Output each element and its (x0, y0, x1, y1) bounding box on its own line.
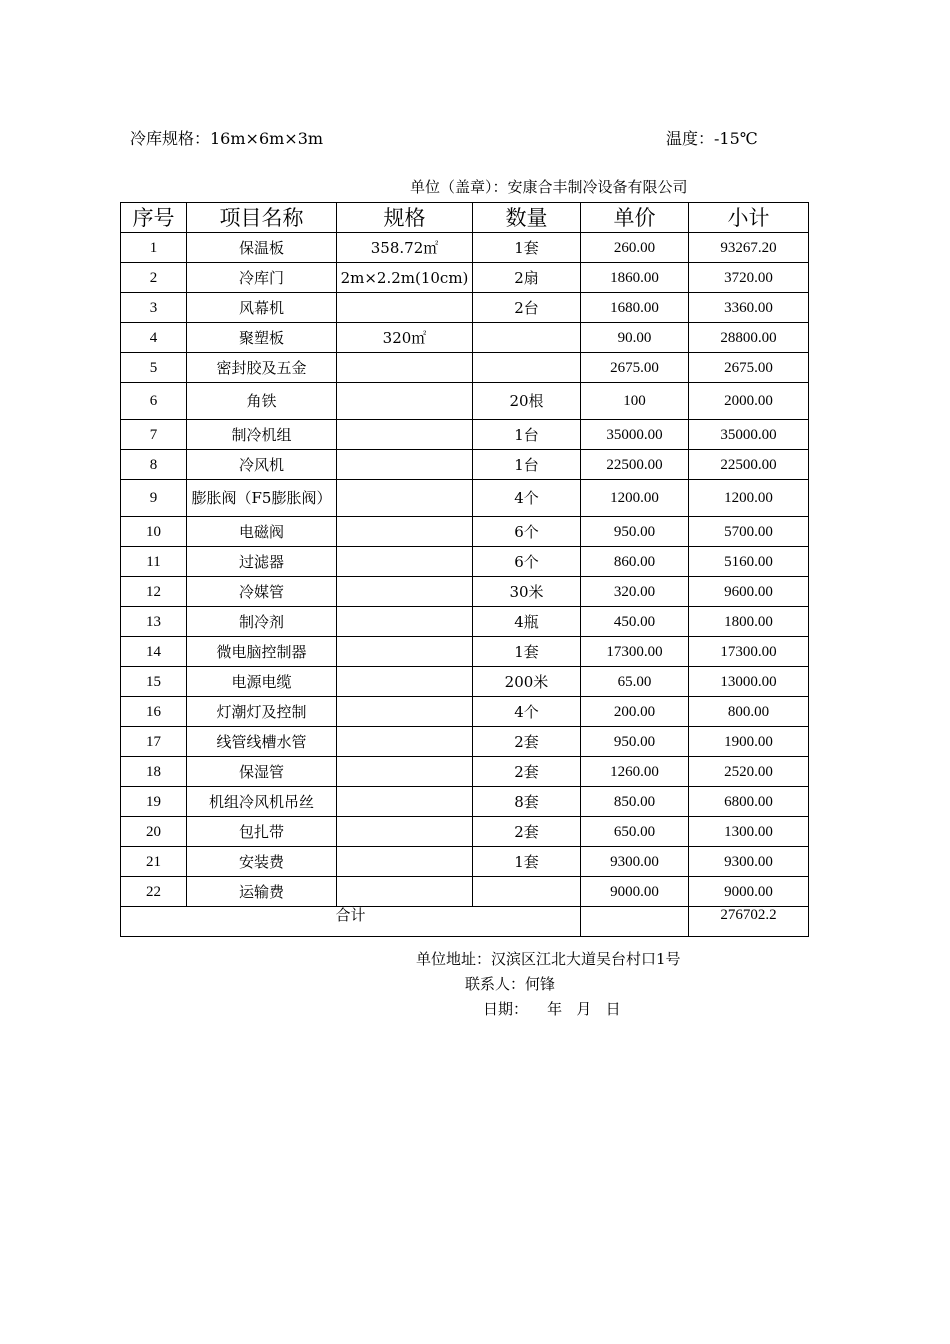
row-spec (337, 877, 473, 907)
table-row (121, 847, 809, 877)
row-unit-price: 1680.00 (581, 293, 689, 323)
row-quantity (473, 877, 581, 907)
row-item-name: 密封胶及五金 (187, 353, 337, 383)
row-spec (337, 517, 473, 547)
row-unit-price: 1200.00 (581, 480, 689, 517)
row-item-name: 冷库门 (187, 263, 337, 293)
row-item-name: 机组冷风机吊丝 (187, 787, 337, 817)
row-spec: 320㎡ (337, 323, 473, 353)
row-subtotal: 28800.00 (689, 323, 809, 353)
row-unit-price: 100 (581, 383, 689, 420)
row-spec: 2m×2.2m(10cm) (337, 263, 473, 293)
table-row (121, 323, 809, 353)
table-row (121, 353, 809, 383)
row-item-name: 安装费 (187, 847, 337, 877)
row-quantity: 2套 (473, 817, 581, 847)
total-empty-cell (581, 907, 689, 937)
row-quantity: 20根 (473, 383, 581, 420)
row-subtotal: 35000.00 (689, 420, 809, 450)
row-subtotal: 1300.00 (689, 817, 809, 847)
contact-person: 联系人：何锋 (465, 975, 556, 993)
row-spec (337, 847, 473, 877)
row-subtotal: 1200.00 (689, 480, 809, 517)
row-spec (337, 697, 473, 727)
column-header-item: 项目名称 (187, 203, 337, 233)
row-index: 7 (121, 420, 187, 450)
row-unit-price: 650.00 (581, 817, 689, 847)
row-unit-price: 260.00 (581, 233, 689, 263)
row-index: 18 (121, 757, 187, 787)
row-quantity: 1套 (473, 847, 581, 877)
row-unit-price: 950.00 (581, 727, 689, 757)
row-quantity: 1套 (473, 233, 581, 263)
row-subtotal: 800.00 (689, 697, 809, 727)
row-index: 16 (121, 697, 187, 727)
row-subtotal: 5700.00 (689, 517, 809, 547)
table-row (121, 233, 809, 263)
row-index: 13 (121, 607, 187, 637)
row-spec: 358.72㎡ (337, 233, 473, 263)
quotation-table (120, 202, 809, 937)
row-item-name: 运输费 (187, 877, 337, 907)
row-spec (337, 817, 473, 847)
row-quantity: 4瓶 (473, 607, 581, 637)
row-subtotal: 1800.00 (689, 607, 809, 637)
row-item-name: 电源电缆 (187, 667, 337, 697)
row-spec (337, 383, 473, 420)
row-unit-price: 2675.00 (581, 353, 689, 383)
row-item-name: 包扎带 (187, 817, 337, 847)
table-row (121, 577, 809, 607)
row-quantity: 1台 (473, 450, 581, 480)
row-subtotal: 13000.00 (689, 667, 809, 697)
table-row (121, 293, 809, 323)
row-unit-price: 9000.00 (581, 877, 689, 907)
row-subtotal: 17300.00 (689, 637, 809, 667)
row-subtotal: 9000.00 (689, 877, 809, 907)
column-header-spec: 规格 (337, 203, 473, 233)
row-spec (337, 787, 473, 817)
row-quantity: 6个 (473, 517, 581, 547)
row-subtotal: 2675.00 (689, 353, 809, 383)
row-subtotal: 1900.00 (689, 727, 809, 757)
table-row (121, 517, 809, 547)
row-subtotal: 9300.00 (689, 847, 809, 877)
table-row (121, 383, 809, 420)
row-index: 15 (121, 667, 187, 697)
row-spec (337, 293, 473, 323)
row-spec (337, 727, 473, 757)
column-header-unit-price: 单价 (581, 203, 689, 233)
column-header-quantity: 数量 (473, 203, 581, 233)
row-quantity (473, 323, 581, 353)
table-row (121, 667, 809, 697)
table-row (121, 607, 809, 637)
row-index: 4 (121, 323, 187, 353)
row-item-name: 电磁阀 (187, 517, 337, 547)
row-quantity: 6个 (473, 547, 581, 577)
row-item-name: 微电脑控制器 (187, 637, 337, 667)
row-index: 12 (121, 577, 187, 607)
row-quantity: 4个 (473, 480, 581, 517)
column-header-subtotal: 小计 (689, 203, 809, 233)
row-quantity: 2套 (473, 757, 581, 787)
row-index: 8 (121, 450, 187, 480)
table-row (121, 263, 809, 293)
table-header-row (121, 203, 809, 233)
row-index: 1 (121, 233, 187, 263)
row-unit-price: 22500.00 (581, 450, 689, 480)
row-spec (337, 577, 473, 607)
column-header-index: 序号 (121, 203, 187, 233)
row-spec (337, 667, 473, 697)
row-spec (337, 607, 473, 637)
row-subtotal: 3720.00 (689, 263, 809, 293)
row-item-name: 制冷剂 (187, 607, 337, 637)
row-unit-price: 450.00 (581, 607, 689, 637)
row-subtotal: 5160.00 (689, 547, 809, 577)
row-item-name: 风幕机 (187, 293, 337, 323)
row-item-name: 聚塑板 (187, 323, 337, 353)
row-quantity (473, 353, 581, 383)
row-subtotal: 22500.00 (689, 450, 809, 480)
row-unit-price: 950.00 (581, 517, 689, 547)
row-subtotal: 2520.00 (689, 757, 809, 787)
row-subtotal: 3360.00 (689, 293, 809, 323)
row-spec (337, 353, 473, 383)
row-spec (337, 480, 473, 517)
row-index: 9 (121, 480, 187, 517)
total-row (121, 907, 809, 937)
row-index: 6 (121, 383, 187, 420)
table-row (121, 787, 809, 817)
row-spec (337, 547, 473, 577)
row-item-name: 膨胀阀（F5膨胀阀） (187, 480, 337, 517)
row-index: 3 (121, 293, 187, 323)
row-unit-price: 35000.00 (581, 420, 689, 450)
row-item-name: 保温板 (187, 233, 337, 263)
row-index: 11 (121, 547, 187, 577)
row-index: 14 (121, 637, 187, 667)
table-row (121, 697, 809, 727)
table-row (121, 480, 809, 517)
row-quantity: 2套 (473, 727, 581, 757)
row-index: 2 (121, 263, 187, 293)
row-unit-price: 850.00 (581, 787, 689, 817)
row-subtotal: 9600.00 (689, 577, 809, 607)
company-unit-label: 单位（盖章）：安康合丰制冷设备有限公司 (410, 178, 688, 196)
table-row (121, 727, 809, 757)
company-address: 单位地址：汉滨区江北大道吴台村口1号 (416, 950, 681, 968)
row-index: 21 (121, 847, 187, 877)
row-quantity: 2台 (473, 293, 581, 323)
table-row (121, 877, 809, 907)
row-unit-price: 200.00 (581, 697, 689, 727)
row-item-name: 角铁 (187, 383, 337, 420)
row-spec (337, 757, 473, 787)
row-unit-price: 320.00 (581, 577, 689, 607)
row-spec (337, 637, 473, 667)
row-unit-price: 17300.00 (581, 637, 689, 667)
row-item-name: 冷风机 (187, 450, 337, 480)
table-row (121, 547, 809, 577)
row-subtotal: 6800.00 (689, 787, 809, 817)
table-row (121, 637, 809, 667)
row-item-name: 线管线槽水管 (187, 727, 337, 757)
cold-storage-spec: 冷库规格：16m×6m×3m (130, 129, 324, 148)
row-quantity: 30米 (473, 577, 581, 607)
row-index: 20 (121, 817, 187, 847)
row-item-name: 灯潮灯及控制 (187, 697, 337, 727)
row-unit-price: 65.00 (581, 667, 689, 697)
row-unit-price: 1860.00 (581, 263, 689, 293)
row-subtotal: 2000.00 (689, 383, 809, 420)
total-value: 276702.2 (689, 907, 809, 937)
total-label: 合计 (121, 907, 581, 937)
row-quantity: 1套 (473, 637, 581, 667)
date-line: 日期： 年 月 日 (483, 1000, 621, 1018)
row-item-name: 冷媒管 (187, 577, 337, 607)
table-row (121, 450, 809, 480)
table-row (121, 420, 809, 450)
row-spec (337, 420, 473, 450)
row-unit-price: 1260.00 (581, 757, 689, 787)
row-quantity: 8套 (473, 787, 581, 817)
row-index: 19 (121, 787, 187, 817)
table-row (121, 757, 809, 787)
row-index: 5 (121, 353, 187, 383)
row-unit-price: 90.00 (581, 323, 689, 353)
row-index: 10 (121, 517, 187, 547)
row-spec (337, 450, 473, 480)
row-index: 22 (121, 877, 187, 907)
row-quantity: 1台 (473, 420, 581, 450)
row-subtotal: 93267.20 (689, 233, 809, 263)
row-item-name: 保湿管 (187, 757, 337, 787)
row-quantity: 200米 (473, 667, 581, 697)
row-index: 17 (121, 727, 187, 757)
row-quantity: 4个 (473, 697, 581, 727)
row-unit-price: 860.00 (581, 547, 689, 577)
temperature-label: 温度：-15℃ (666, 129, 758, 148)
row-quantity: 2扇 (473, 263, 581, 293)
row-unit-price: 9300.00 (581, 847, 689, 877)
row-item-name: 过滤器 (187, 547, 337, 577)
row-item-name: 制冷机组 (187, 420, 337, 450)
table-row (121, 817, 809, 847)
